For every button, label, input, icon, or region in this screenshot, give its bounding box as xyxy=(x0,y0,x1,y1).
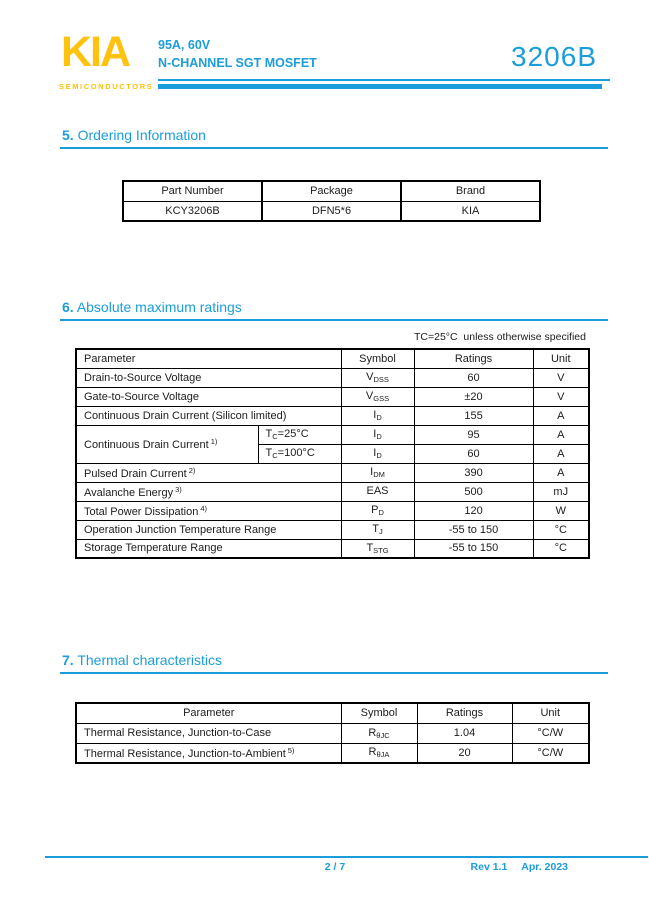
table-row xyxy=(76,520,589,539)
kia-logo: KIA xyxy=(61,28,130,76)
condition-value: =100°C xyxy=(277,447,315,459)
section-rule xyxy=(60,672,608,674)
parameter-text: Gate-to-Source Voltage xyxy=(84,390,199,403)
symbol-base: I xyxy=(373,428,377,440)
part-number-title: 3206B xyxy=(511,41,597,72)
symbol-subscript: GSS xyxy=(373,394,390,403)
section-title-thermal xyxy=(62,652,222,668)
symbol-cell xyxy=(341,743,417,763)
unit-cell: °C xyxy=(533,520,589,539)
parameter-text: Avalanche Energy xyxy=(84,486,174,499)
parameter-cell xyxy=(76,520,341,539)
footer-rule xyxy=(45,856,648,858)
rating-cell: -55 to 150 xyxy=(414,539,533,558)
section-rule xyxy=(60,147,608,149)
section-label: Thermal characteristics xyxy=(77,652,223,668)
note-ref-superscript: 4) xyxy=(200,503,208,513)
parameter-cell xyxy=(76,406,341,425)
symbol-subscript: θJA xyxy=(376,750,390,760)
rating-cell: 500 xyxy=(414,482,533,501)
parameter-cell xyxy=(76,539,341,558)
col-header-part-number: Part Number xyxy=(123,181,262,201)
symbol-base: V xyxy=(366,371,374,383)
symbol-subscript: D xyxy=(376,432,382,441)
parameter-text: Operation Junction Temperature Range xyxy=(84,523,277,536)
parameter-text: Thermal Resistance, Junction-to-Case xyxy=(84,727,272,739)
symbol-cell xyxy=(341,368,414,387)
symbol-base: R xyxy=(368,726,377,739)
header-rule-thick xyxy=(158,84,602,89)
symbol-cell xyxy=(341,482,414,501)
logo-tagline: SEMICONDUCTORS xyxy=(59,82,154,91)
symbol-subscript: D xyxy=(378,508,384,517)
rating-cell: 20 xyxy=(417,743,512,763)
unit-cell: A xyxy=(533,444,589,463)
condition-base: T xyxy=(265,428,273,440)
symbol-subscript: D xyxy=(376,451,382,460)
symbol-base: I xyxy=(370,466,374,478)
parameter-text: Total Power Dissipation xyxy=(84,505,199,518)
col-header-parameter: Parameter xyxy=(76,703,341,723)
condition-base: T xyxy=(265,447,273,459)
rating-cell: 390 xyxy=(414,463,533,482)
parameter-cell xyxy=(76,425,258,463)
rating-cell: ±20 xyxy=(414,387,533,406)
rating-line: 95A, 60V xyxy=(158,38,211,52)
section-number: 7. xyxy=(62,652,74,668)
col-header-brand: Brand xyxy=(401,181,540,201)
note-ref-superscript: 1) xyxy=(210,437,218,446)
table-row xyxy=(76,539,589,558)
parameter-text: Pulsed Drain Current xyxy=(84,467,187,480)
parameter-text: Storage Temperature Range xyxy=(84,542,223,555)
rating-cell: 155 xyxy=(414,406,533,425)
test-condition-note: TC=25°C unless otherwise specified xyxy=(414,331,586,343)
header-rule-thin xyxy=(158,79,610,81)
ordering-table xyxy=(122,180,541,222)
parameter-text: Continuous Drain Current (Silicon limited) xyxy=(84,409,287,422)
thermal-table xyxy=(75,702,590,764)
symbol-subscript: DM xyxy=(373,470,385,479)
condition-subscript: C xyxy=(272,451,278,460)
table-row xyxy=(76,501,589,520)
parameter-text: Drain-to-Source Voltage xyxy=(84,371,202,384)
symbol-base: T xyxy=(366,541,374,554)
part-number-cell: KCY3206B xyxy=(123,201,262,221)
table-row xyxy=(123,201,540,221)
symbol-cell xyxy=(341,463,414,482)
col-header-unit: Unit xyxy=(512,703,589,723)
table-header-row xyxy=(123,181,540,201)
note-ref-superscript: 3) xyxy=(175,484,182,494)
symbol-base: EAS xyxy=(366,485,389,497)
symbol-subscript: D xyxy=(376,413,382,422)
rating-cell: -55 to 150 xyxy=(414,520,533,539)
table-row xyxy=(76,743,589,763)
unit-cell: °C/W xyxy=(512,723,589,743)
rating-cell: 60 xyxy=(414,444,533,463)
parameter-text: Thermal Resistance, Junction-to-Ambient xyxy=(84,747,286,760)
condition-subscript: C xyxy=(272,432,278,441)
unit-cell: A xyxy=(533,406,589,425)
section-label: Absolute maximum ratings xyxy=(76,299,242,315)
symbol-base: I xyxy=(373,409,377,421)
revision-label: Rev 1.1 xyxy=(470,861,508,873)
unit-cell: °C xyxy=(533,539,589,558)
parameter-cell xyxy=(76,463,341,482)
symbol-base: R xyxy=(368,746,377,759)
unit-cell: °C/W xyxy=(512,743,589,763)
symbol-cell xyxy=(341,387,414,406)
table-row xyxy=(76,425,589,444)
symbol-cell xyxy=(341,539,414,558)
table-header-row xyxy=(76,703,589,723)
col-header-parameter: Parameter xyxy=(76,349,341,368)
rating-cell: 120 xyxy=(414,501,533,520)
symbol-base: P xyxy=(371,504,379,516)
symbol-subscript: θJC xyxy=(376,730,390,740)
unit-cell: V xyxy=(533,368,589,387)
col-header-ratings: Ratings xyxy=(417,703,512,723)
rating-cell: 60 xyxy=(414,368,533,387)
parameter-cell xyxy=(76,723,341,743)
parameter-cell xyxy=(76,387,341,406)
note-ref-superscript: 5) xyxy=(287,745,295,755)
section-number: 6. xyxy=(62,299,74,315)
header-subtitle xyxy=(158,36,317,72)
unit-cell: V xyxy=(533,387,589,406)
brand-cell: KIA xyxy=(401,201,540,221)
table-row xyxy=(76,387,589,406)
symbol-cell xyxy=(341,406,414,425)
parameter-text: Continuous Drain Current xyxy=(84,439,209,451)
table-row xyxy=(76,723,589,743)
symbol-cell xyxy=(341,520,414,539)
page-number: 2 / 7 xyxy=(324,861,346,873)
col-header-ratings: Ratings xyxy=(414,349,533,368)
section-number: 5. xyxy=(62,127,74,143)
symbol-cell xyxy=(341,501,414,520)
section-label: Ordering Information xyxy=(77,127,206,143)
table-header-row xyxy=(76,349,589,368)
unit-cell: W xyxy=(533,501,589,520)
symbol-subscript: DSS xyxy=(373,375,389,384)
revision-date: Apr. 2023 xyxy=(521,861,568,873)
table-row xyxy=(76,463,589,482)
unit-cell: mJ xyxy=(533,482,589,501)
symbol-base: I xyxy=(373,447,377,459)
col-header-package: Package xyxy=(262,181,401,201)
symbol-subscript: J xyxy=(379,527,383,536)
condition-value: =25°C xyxy=(277,428,309,440)
parameter-cell xyxy=(76,501,341,520)
parameter-cell xyxy=(76,482,341,501)
section-title-abs-max xyxy=(62,299,242,315)
symbol-cell xyxy=(341,444,414,463)
rating-cell: 95 xyxy=(414,425,533,444)
condition-cell xyxy=(258,425,341,444)
table-row xyxy=(76,368,589,387)
note-ref-superscript: 2) xyxy=(188,465,196,475)
package-cell: DFN5*6 xyxy=(262,201,401,221)
parameter-cell xyxy=(76,743,341,763)
col-header-symbol: Symbol xyxy=(341,703,417,723)
condition-cell xyxy=(258,444,341,463)
revision-info xyxy=(471,861,568,873)
unit-cell: A xyxy=(533,463,589,482)
col-header-unit: Unit xyxy=(533,349,589,368)
symbol-subscript: STG xyxy=(373,545,389,555)
symbol-base: V xyxy=(365,390,374,402)
section-rule xyxy=(60,319,608,321)
table-row xyxy=(76,406,589,425)
symbol-cell xyxy=(341,723,417,743)
rating-cell: 1.04 xyxy=(417,723,512,743)
section-title-ordering xyxy=(62,127,206,143)
symbol-base: T xyxy=(372,523,379,535)
unit-cell: A xyxy=(533,425,589,444)
abs-max-table xyxy=(75,348,590,559)
table-row xyxy=(76,482,589,501)
col-header-symbol: Symbol xyxy=(341,349,414,368)
device-line: N-CHANNEL SGT MOSFET xyxy=(158,56,317,70)
symbol-cell xyxy=(341,425,414,444)
parameter-cell xyxy=(76,368,341,387)
